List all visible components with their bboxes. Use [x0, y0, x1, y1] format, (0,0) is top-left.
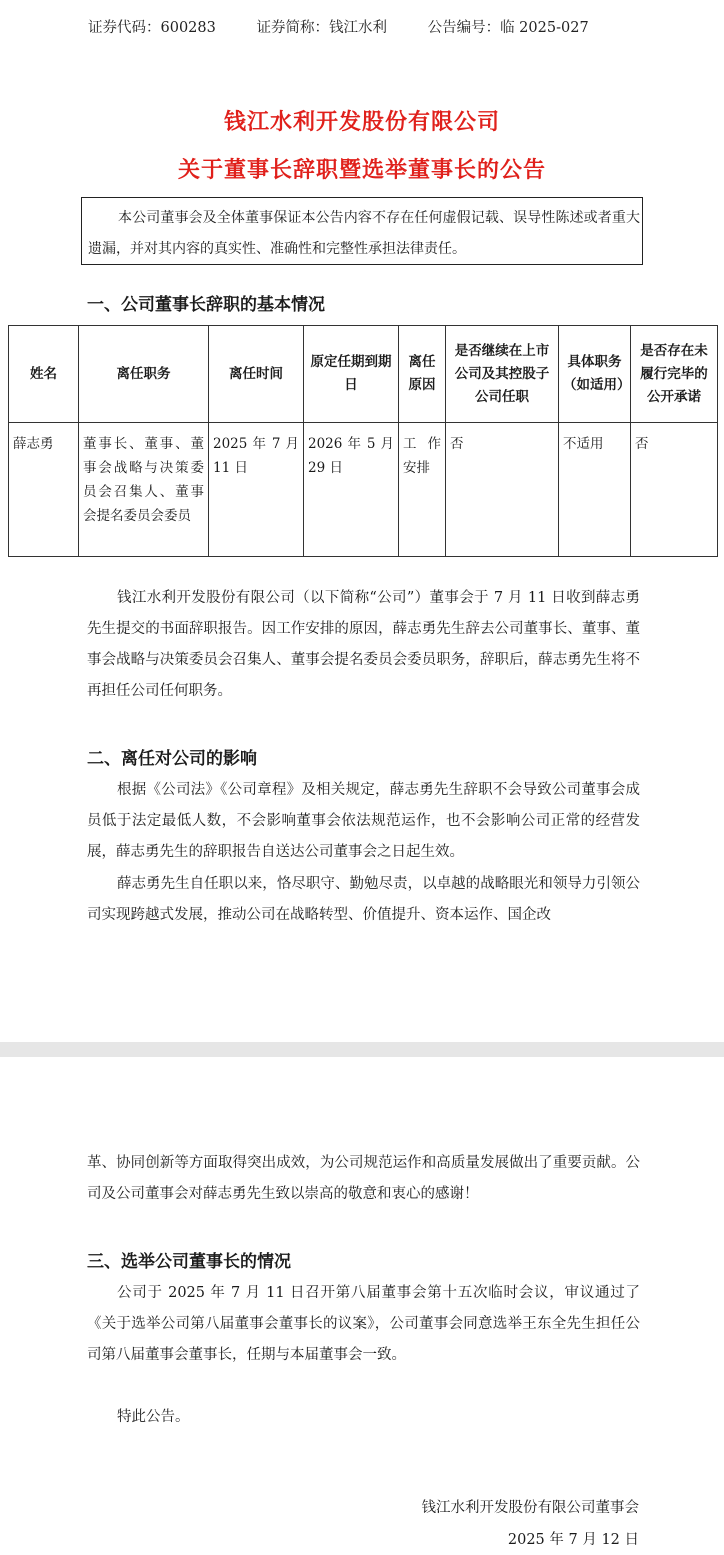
notice-number: 公告编号：临 2025-027	[427, 20, 589, 36]
document-header	[88, 16, 625, 37]
section3-heading: 三、选举公司董事长的情况	[87, 1252, 291, 1272]
resignation-table	[8, 325, 718, 557]
title-company: 钱江水利开发股份有限公司	[223, 110, 500, 135]
cell-reason: 工作安排	[399, 423, 446, 557]
col-position-header: 离任职务	[79, 326, 209, 423]
section1-heading: 一、公司董事长辞职的基本情况	[87, 295, 325, 315]
section2-heading: 二、离任对公司的影响	[87, 749, 257, 769]
section2-paragraph-2-continued: 革、协同创新等方面取得突出成效，为公司规范运作和高质量发展做出了重要贡献。公司及公司董事会对薛志勇先生致以崇高的敬意和衷心的感谢！	[87, 1155, 640, 1202]
section3-paragraph: 公司于 2025 年 7 月 11 日召开第八届董事会第十五次临时会议，审议通过了《关于选举公司第八届董事会董事长的议案》，公司董事会同意选举王东全先生担任公司第八届董事会董事长，任期与本届董事会一致。	[87, 1285, 640, 1363]
cell-specific-role: 不适用	[559, 423, 631, 557]
cell-commitment: 否	[631, 423, 718, 557]
signature-org: 钱江水利开发股份有限公司董事会	[421, 1500, 639, 1516]
section2-paragraph-1: 根据《公司法》《公司章程》及相关规定，薛志勇先生辞职不会导致公司董事会成员低于法定最低人数，不会影响董事会依法规范运作，也不会影响公司正常的经营发展，薛志勇先生的辞职报告自送达公司董事会之日起生效。	[87, 782, 640, 860]
stock-code: 证券代码：600283	[88, 20, 216, 36]
cell-name: 薛志勇	[9, 423, 79, 557]
title-subject: 关于董事长辞职暨选举董事长的公告	[177, 158, 546, 183]
disclaimer-box: 本公司董事会及全体董事保证本公告内容不存在任何虚假记载、误导性陈述或者重大遗漏，并对其内容的真实性、准确性和完整性承担法律责任。	[81, 197, 643, 265]
cell-term-end: 2026 年 5 月 29 日	[304, 423, 399, 557]
cell-continue: 否	[446, 423, 559, 557]
col-commitment-header: 是否存在未履行完毕的公开承诺	[631, 326, 718, 423]
stock-short-name: 证券简称：钱江水利	[256, 20, 387, 36]
table-header-row	[9, 326, 718, 423]
cell-position: 董事长、董事、董事会战略与决策委员会召集人、董事会提名委员会委员	[79, 423, 209, 557]
col-continue-header: 是否继续在上市公司及其控股子公司任职	[446, 326, 559, 423]
closing-text: 特此公告。	[117, 1409, 190, 1425]
section1-paragraph: 钱江水利开发股份有限公司（以下简称“公司”）董事会于 7 月 11 日收到薛志勇先生提交的书面辞职报告。因工作安排的原因，薛志勇先生辞去公司董事长、董事、董事会战略与决策委员会召集人、董事会提名委员会委员职务，辞职后，薛志勇先生将不再担任公司任何职务。	[87, 590, 640, 699]
table-row	[9, 423, 718, 557]
col-leave-date-header: 离任时间	[209, 326, 304, 423]
col-specific-role-header: 具体职务（如适用）	[559, 326, 631, 423]
cell-leave-date: 2025 年 7 月 11 日	[209, 423, 304, 557]
signature-date: 2025 年 7 月 12 日	[507, 1532, 639, 1548]
section2-paragraph-2: 薛志勇先生自任职以来，恪尽职守、勤勉尽责，以卓越的战略眼光和领导力引领公司实现跨越式发展，推动公司在战略转型、价值提升、资本运作、国企改	[87, 876, 640, 923]
page-break	[0, 1042, 724, 1057]
col-reason-header: 离任原因	[399, 326, 446, 423]
col-name-header: 姓名	[9, 326, 79, 423]
col-term-end-header: 原定任期到期日	[304, 326, 399, 423]
